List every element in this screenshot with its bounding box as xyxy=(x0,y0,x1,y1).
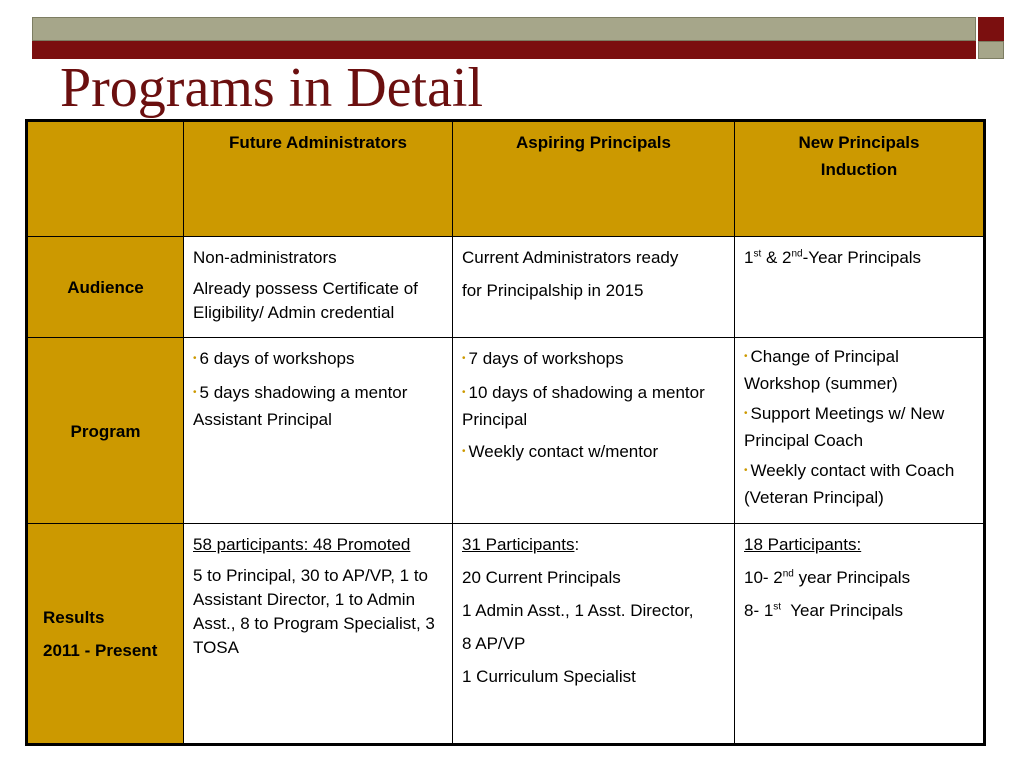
bullet-icon: • xyxy=(193,387,197,398)
row-label-audience: Audience xyxy=(27,237,184,338)
header-future-administrators: Future Administrators xyxy=(184,121,453,237)
results-label: Results xyxy=(43,608,105,627)
results-aspiring xyxy=(453,524,735,745)
results-new-principals xyxy=(735,524,985,745)
header-new-principals-induction-label: New Principals Induction xyxy=(798,133,920,179)
superscript: nd xyxy=(782,568,794,580)
list-item-text: Weekly contact w/mentor xyxy=(468,442,659,461)
header-new-principals-induction xyxy=(735,121,985,237)
programs-table xyxy=(25,119,986,746)
superscript: nd xyxy=(791,248,803,260)
table-row-program xyxy=(27,338,985,524)
audience-aspiring-line: for Principalship in 2015 xyxy=(462,281,644,300)
bullet-icon: • xyxy=(744,465,748,476)
list-item xyxy=(462,381,725,432)
program-aspiring xyxy=(453,338,735,524)
audience-aspiring xyxy=(453,237,735,338)
audience-future-admin-line: Non-administrators xyxy=(193,248,337,267)
list-item-text: 10 days of shadowing a mentor Principal xyxy=(462,383,705,429)
list-item xyxy=(462,438,725,468)
list-item xyxy=(744,459,974,510)
decor-square-red xyxy=(978,17,1004,41)
list-item-text: 7 days of workshops xyxy=(468,349,624,368)
list-item-text: 6 days of workshops xyxy=(199,349,355,368)
list-item xyxy=(462,345,725,375)
bullet-icon: • xyxy=(462,387,466,398)
audience-new-principals xyxy=(735,237,985,338)
results-future-admin xyxy=(184,524,453,745)
results-aspiring-line: 8 AP/VP xyxy=(462,634,526,653)
results-new-principals-heading: 18 Participants: xyxy=(744,535,862,554)
bullet-icon: • xyxy=(193,353,197,364)
table-row-audience xyxy=(27,237,985,338)
results-new-principals-line xyxy=(744,564,974,591)
row-label-program: Program xyxy=(27,338,184,524)
text-part: -Year Principals xyxy=(802,248,922,267)
audience-new-principals-line xyxy=(744,244,974,271)
text-part: 10- 2 xyxy=(744,568,783,587)
bullet-icon: • xyxy=(744,351,748,362)
list-item xyxy=(193,345,443,375)
list-item-text: Support Meetings w/ New Principal Coach xyxy=(744,404,945,450)
bullet-icon: • xyxy=(462,353,466,364)
results-aspiring-line: 1 Admin Asst., 1 Asst. Director, xyxy=(462,601,694,620)
list-item xyxy=(193,381,443,432)
list-item xyxy=(744,345,974,396)
header-aspiring-principals: Aspiring Principals xyxy=(453,121,735,237)
program-new-principals xyxy=(735,338,985,524)
text-part: 8- 1 xyxy=(744,601,774,620)
results-aspiring-heading-suffix: : xyxy=(574,535,580,554)
list-item-text: Weekly contact with Coach (Veteran Principal) xyxy=(744,461,955,507)
text-part: Year Principals xyxy=(781,601,903,620)
text-part: year Principals xyxy=(793,568,911,587)
text-part: & 2 xyxy=(761,248,792,267)
audience-aspiring-line: Current Administrators ready xyxy=(462,248,679,267)
results-aspiring-heading-text: 31 Participants xyxy=(462,535,575,554)
bullet-icon: • xyxy=(744,408,748,419)
row-label-results xyxy=(27,524,184,745)
superscript: st xyxy=(773,601,782,613)
slide-title: Programs in Detail xyxy=(60,57,484,119)
results-aspiring-line: 20 Current Principals xyxy=(462,568,621,587)
superscript: st xyxy=(753,248,762,260)
table-row-results xyxy=(27,524,985,745)
decor-bar-gray xyxy=(32,17,976,41)
decor-square-gray xyxy=(978,41,1004,59)
audience-future-admin-line: Already possess Certificate of Eligibility/ Admin credential xyxy=(193,279,418,322)
results-future-admin-heading: 58 participants: 48 Promoted xyxy=(193,535,411,554)
results-period: 2011 - Present xyxy=(43,641,158,660)
header-corner xyxy=(27,121,184,237)
audience-future-admin xyxy=(184,237,453,338)
results-aspiring-line: 1 Curriculum Specialist xyxy=(462,667,636,686)
bullet-icon: • xyxy=(462,446,466,457)
program-future-admin xyxy=(184,338,453,524)
list-item xyxy=(744,402,974,453)
list-item-text: 5 days shadowing a mentor Assistant Principal xyxy=(193,383,408,429)
results-future-admin-detail: 5 to Principal, 30 to AP/VP, 1 to Assistant Director, 1 to Admin Asst., 8 to Program Specialist, 3 TOSA xyxy=(193,566,435,657)
results-aspiring-heading xyxy=(462,531,725,558)
text-part: 1 xyxy=(744,248,754,267)
results-new-principals-line xyxy=(744,597,974,624)
table-header-row xyxy=(27,121,985,237)
list-item-text: Change of Principal Workshop (summer) xyxy=(744,347,899,393)
